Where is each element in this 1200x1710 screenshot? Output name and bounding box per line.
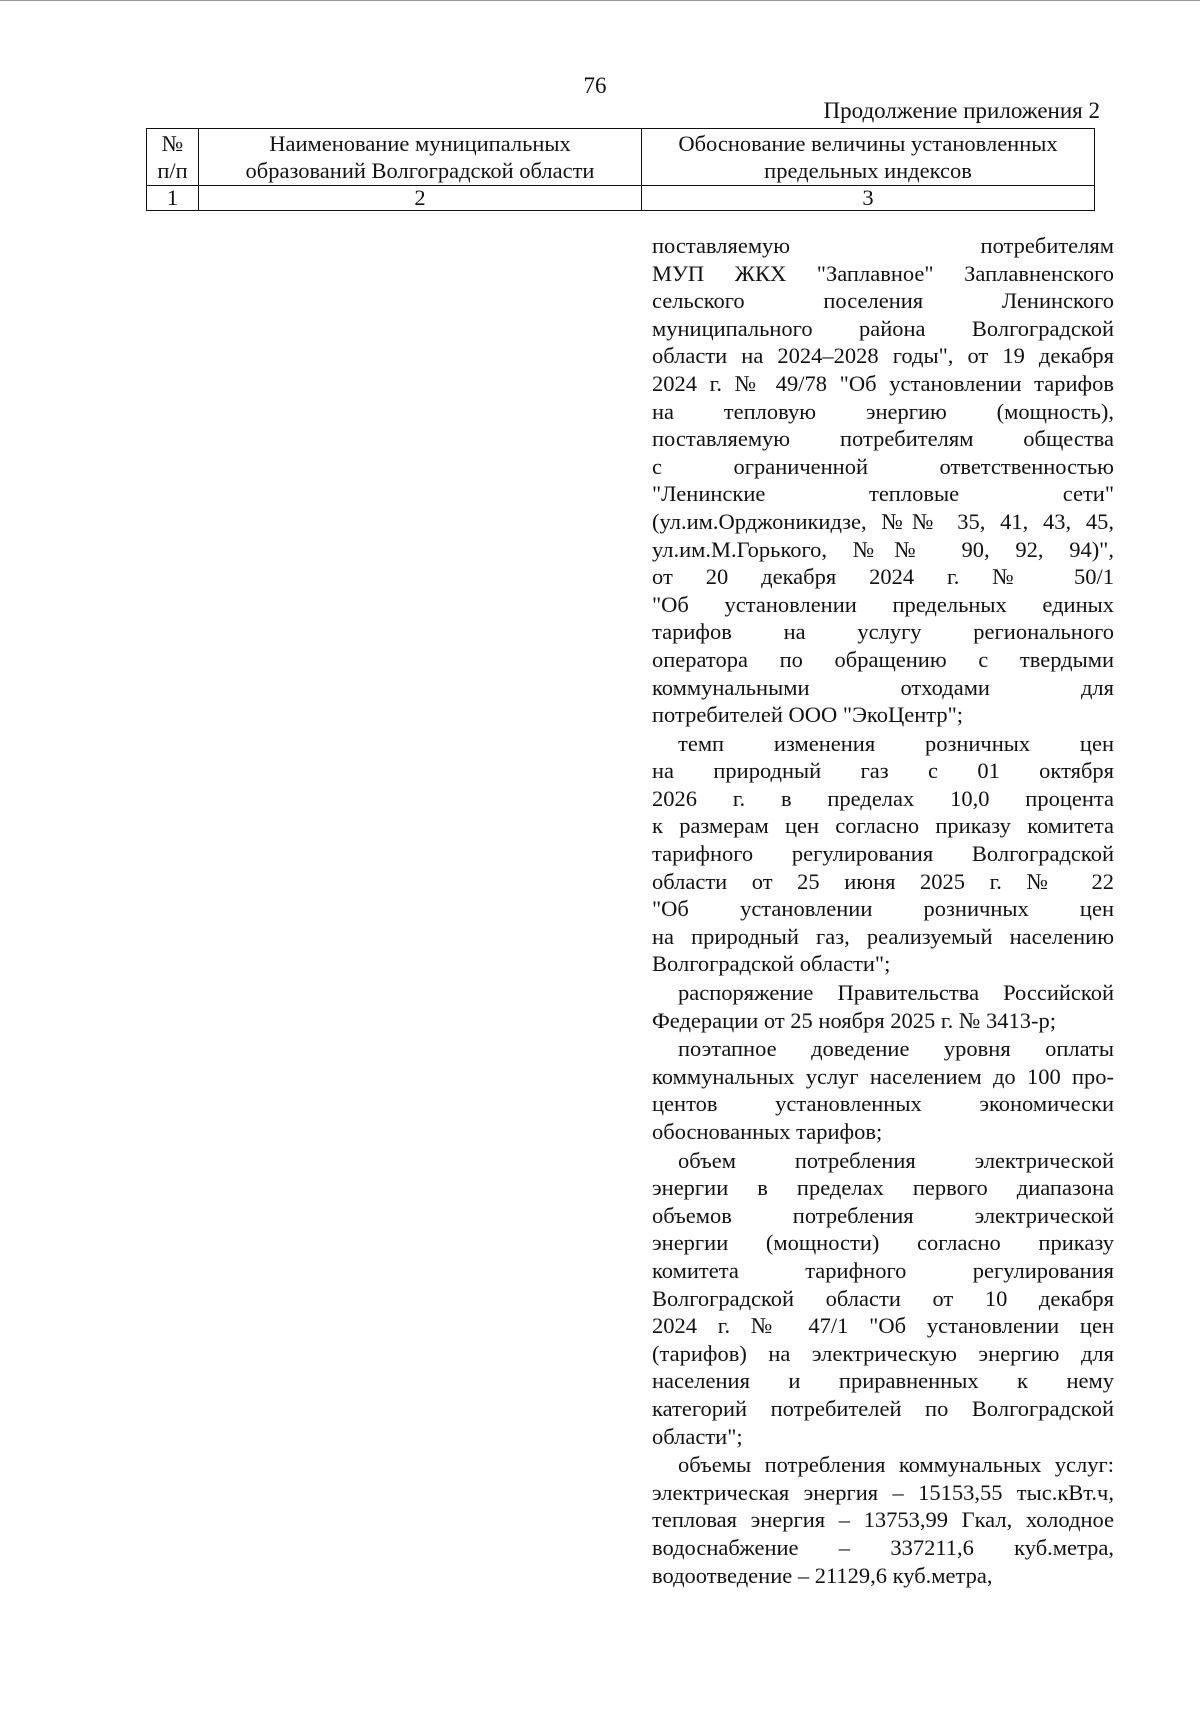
body-text-line: тарифного регулирования Волгоградской — [652, 841, 1114, 867]
body-text-line: комитета тарифного регулирования — [652, 1257, 1114, 1283]
page-number: 76 — [583, 73, 607, 98]
body-text-line: объемы потребления коммунальных услуг: — [678, 1452, 1114, 1478]
body-text-line: водоснабжение – 337211,6 куб.метра, — [652, 1534, 1114, 1560]
header-text-line: п/п — [157, 158, 188, 183]
body-paragraph — [652, 1147, 1114, 1451]
header-text-line: предельных индексов — [764, 158, 972, 183]
body-text-line: МУП ЖКХ "Заплавное" Заплавненского — [652, 260, 1114, 286]
body-paragraph — [652, 979, 1114, 1034]
header-table — [146, 128, 1095, 211]
body-text-line: 2026 г. в пределах 10,0 процента — [652, 785, 1114, 811]
body-text-line: с ограниченной ответственностью — [652, 453, 1114, 479]
body-text-line: поставляемую потребителям общества — [652, 426, 1114, 452]
body-text-line: области на 2024–2028 годы", от 19 декабря — [652, 343, 1114, 369]
justification-text — [652, 232, 1114, 1589]
body-text-line: объем потребления электрической — [678, 1147, 1114, 1173]
header-row — [147, 129, 1095, 186]
body-text-line: области"; — [652, 1423, 743, 1449]
body-text-line: поэтапное доведение уровня оплаты — [678, 1036, 1114, 1062]
header-cell-justification — [642, 129, 1095, 186]
column-number-row — [147, 186, 1095, 211]
header-text-line: № — [161, 131, 184, 156]
body-text-line: области от 25 июня 2025 г. № 22 — [652, 868, 1114, 894]
body-text-line: 2024 г. № 49/78 "Об установлении тарифов — [652, 370, 1114, 396]
body-text-line: категорий потребителей по Волгоградской — [652, 1395, 1114, 1421]
body-text-line: "Об установлении розничных цен — [652, 896, 1114, 922]
body-text-line: энергии (мощности) согласно приказу — [652, 1230, 1114, 1256]
body-text-line: Федерации от 25 ноября 2025 г. № 3413-р; — [652, 1007, 1056, 1033]
body-text-line: Волгоградской области"; — [652, 951, 891, 977]
body-text-line: темп изменения розничных цен — [678, 730, 1114, 756]
continuation-label: Продолжение приложения 2 — [823, 98, 1100, 123]
body-text-line: поставляемую потребителям — [652, 233, 1114, 258]
body-text-line: энергии в пределах первого диапазона — [652, 1175, 1114, 1201]
body-text-line: оператора по обращению с твердыми — [652, 646, 1114, 672]
column-number: 3 — [642, 186, 1095, 211]
body-text-line: на природный газ с 01 октября — [652, 758, 1114, 784]
header-cell-municipality — [199, 129, 642, 186]
body-text-line: (тарифов) на электрическую энергию для — [652, 1340, 1114, 1366]
body-text-line: коммунальных услуг населением до 100 про- — [652, 1063, 1114, 1089]
header-text-line: образований Волгоградской области — [245, 158, 595, 183]
body-text-line: распоряжение Правительства Российской — [678, 980, 1114, 1006]
body-paragraph — [652, 1451, 1114, 1589]
body-text-line: сельского поселения Ленинского — [652, 288, 1114, 314]
body-text-line: тарифов на услугу регионального — [652, 619, 1114, 645]
body-text-line: 2024 г. № 47/1 "Об установлении цен — [652, 1313, 1114, 1339]
body-text-line: (ул.им.Орджоникидзе, №№ 35, 41, 43, 45, — [652, 508, 1114, 534]
header-text-line: Обоснование величины установленных — [678, 131, 1058, 156]
body-text-line: электрическая энергия – 15153,55 тыс.кВт.ч, — [652, 1479, 1114, 1505]
body-text-line: коммунальными отходами для — [652, 674, 1114, 700]
body-text-line: обоснованных тарифов; — [652, 1119, 883, 1144]
body-paragraph — [652, 232, 1114, 729]
body-text-line: на природный газ, реализуемый населению — [652, 923, 1114, 949]
header-text-line: Наименование муниципальных — [269, 131, 571, 156]
body-text-line: центов установленных экономически — [652, 1091, 1114, 1117]
body-text-line: муниципального района Волгоградской — [652, 315, 1114, 341]
body-text-line: населения и приравненных к нему — [652, 1368, 1114, 1394]
header-cell-number — [147, 129, 199, 186]
body-text-line: Волгоградской области от 10 декабря — [652, 1285, 1114, 1311]
column-number: 1 — [147, 186, 199, 211]
body-text-line: водоотведение – 21129,6 куб.метра, — [652, 1562, 993, 1588]
body-paragraph — [652, 730, 1114, 978]
body-text-line: потребителей ООО "ЭкоЦентр"; — [652, 702, 964, 728]
body-text-line: тепловая энергия – 13753,99 Гкал, холодное — [652, 1507, 1114, 1533]
body-text-line: к размерам цен согласно приказу комитета — [652, 813, 1114, 839]
body-text-line: на тепловую энергию (мощность), — [652, 398, 1114, 424]
body-text-line: объемов потребления электрической — [652, 1202, 1114, 1228]
body-paragraph — [652, 1035, 1114, 1145]
body-text-line: "Ленинские тепловые сети" — [652, 481, 1114, 507]
column-number: 2 — [199, 186, 642, 211]
body-text-line: ул.им.М.Горького, №№ 90, 92, 94)", — [652, 536, 1114, 562]
body-text-line: от 20 декабря 2024 г. № 50/1 — [652, 564, 1114, 590]
body-text-line: "Об установлении предельных единых — [652, 591, 1114, 617]
